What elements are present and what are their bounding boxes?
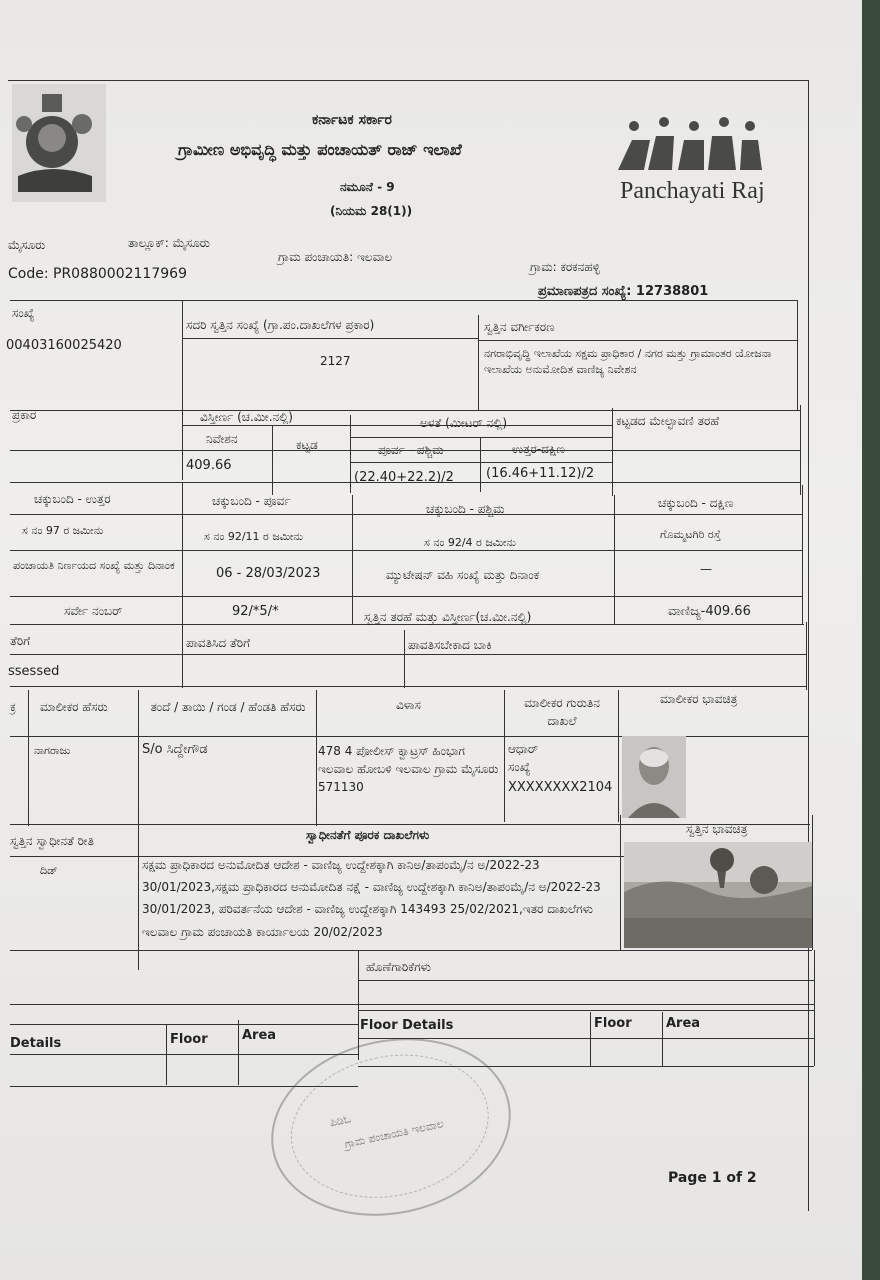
roof-type-label: ಕಟ್ಟಡದ ಮೇಲ್ಛಾವಣಿ ತರಹೆ [616, 414, 720, 428]
south-boundary-value: ಗೊಮ್ಮಟಗಿರಿ ರಸ್ತೆ [660, 528, 721, 541]
property-number-value: 00403160025420 [6, 338, 122, 353]
department-title: ಗ್ರಾಮೀಣ ಅಭಿವೃದ್ಧಿ ಮತ್ತು ಪಂಚಾಯತ್ ರಾಜ್ ಇಲಾಖೆ [178, 140, 462, 159]
owner-relation: S/o ಸಿದ್ದೇಗೌಡ [142, 742, 208, 757]
survey-number-label: ಸರ್ವೇ ನಂಬರ್ [64, 604, 123, 618]
owner-address: 478 4 ಪೋಲೀಸ್ ಕ್ವಾಟ್ರಸ್ ಹಿಂಭಾಗ ಇಲವಾಲ ಹೋಬಳಿ ಇಲವಾಲ ಗ್ರಾಮ ಮೈಸೂರು 571130 [318, 744, 499, 794]
form-rule: (ನಿಯಮ 28(1)) [330, 204, 413, 218]
panchayati-raj-logo-icon [612, 112, 764, 174]
floor-left-label: Floor [170, 1032, 208, 1047]
property-photo-label: ಸ್ವತ್ತಿನ ಭಾವಚಿತ್ರ [686, 822, 748, 836]
tax-label: ತೆರಿಗೆ [10, 634, 31, 648]
owner-photo [622, 736, 686, 818]
govt-title: ಕರ್ನಾಟಕ ಸರ್ಕಾರ [312, 112, 392, 128]
owner-id-label: ಮಾಲೀಕರ ಗುರುತಿನ ದಾಖಲೆ [524, 696, 600, 728]
north-south-value: (16.46+11.12)/2 [486, 466, 595, 481]
survey-number-value: 92/*5/* [232, 604, 279, 619]
logo-caption: Panchayati Raj [620, 178, 765, 204]
type-label: ಪ್ರಕಾರ [12, 408, 37, 422]
tax-due-label: ಪಾವತಿಸಬೇಕಾದ ಬಾಕಿ [408, 638, 492, 652]
tax-paid-label: ಪಾವತಿಸಿದ ತೆರಿಗೆ [186, 636, 251, 650]
supporting-docs-value: ಸಕ್ಷಮ ಪ್ರಾಧಿಕಾರದ ಅನುಮೋದಿತ ಆದೇಶ - ವಾಣಿಜ್ಯ ಉದ್ದೇಶಕ್ಕಾಗಿ ಕಾನಿಅ/ತಾಪಂಮೈ/ನ ಅ/2022-23 30/01/2023,ಸಕ್ಷಮ ಪ್ರಾಧಿಕಾರದ ಅನುಮೋದಿತ ನಕ್ಷೆ - ವಾಣಿಜ್ಯ ಉದ್ದೇಶಕ್ಕಾಗಿ ಕಾನಿಅ/ತಾಪಂಮೈ/ನ ಅ/2022-23 30/01/2023, ಪರಿವರ್ತನೆಯ ಆದೇಶ - ವಾಣಿಜ್ಯ ಉದ್ದೇಶಕ್ಕಾಗಿ 143493 25/02/2021,ಇತರ ದಾಖಲೆಗಳು ಇಲವಾಲ ಗ್ರಾಮ ಪಂಚಾಯತಿ ಕಾರ್ಯಾಲಯ 20/02/2023 [142, 858, 601, 939]
west-boundary-value: ಸ ನಂ 92/4 ರ ಜಮೀನು [424, 536, 517, 549]
east-west-value: (22.40+22.2)/2 [354, 470, 454, 485]
south-boundary-label: ಚಕ್ಕುಬಂದಿ - ದಕ್ಷಿಣ [658, 496, 734, 510]
form-number: ನಮೂನೆ - 9 [340, 180, 395, 194]
resolution-value: 06 - 28/03/2023 [216, 566, 321, 581]
classification-value: ನಗರಾಭಿವೃದ್ಧಿ ಇಲಾಖೆಯ ಸಕ್ಷಮ ಪ್ರಾಧಿಕಾರ / ನಗರ ಮತ್ತು ಗ್ರಾಮಾಂತರ ಯೋಜನಾ ಇಲಾಖೆಯ ಅನುಮೋದಿತ ವಾಣಿಜ್ಯ ನಿವೇಶನ [484, 347, 772, 376]
village-label: ಗ್ರಾಮ: ಕರಕನಹಳ್ಳಿ [530, 260, 600, 274]
karnataka-emblem-icon [12, 84, 106, 202]
resolution-label: ಪಂಚಾಯತಿ ನಿರ್ಣಯದ ಸಂಖ್ಯೆ ಮತ್ತು ದಿನಾಂಕ [13, 559, 175, 572]
address-label: ವಿಳಾಸ [396, 698, 421, 712]
gram-panchayat-label: ಗ್ರಾಮ ಪಂಚಾಯತಿ: ಇಲವಾಲ [278, 250, 393, 264]
dimension-label: ಅಳತೆ (ಮೀಟರ್ ನಲ್ಲಿ) [420, 416, 508, 430]
floor-right-label: Floor [594, 1016, 632, 1031]
relation-label: ತಂದೆ / ತಾಯಿ / ಗಂಡ / ಹೆಂಡತಿ ಹೆಸರು [150, 700, 306, 714]
owner-id-value: XXXXXXXX2104 [508, 780, 613, 795]
site-label: ನಿವೇಶನ [206, 432, 238, 446]
floor-details-left-label: Details [10, 1036, 62, 1051]
east-west-label: ಪೂರ್ವ - ಪಶ್ಚಿಮ [378, 443, 444, 457]
owner-name-label: ಮಾಲೀಕರ ಹೆಸರು [40, 700, 108, 714]
area-left-label: Area [242, 1028, 277, 1043]
property-code: Code: PR0880002117969 [8, 266, 187, 282]
area-right-label: Area [666, 1016, 701, 1031]
owner-id-document: ಆಧಾರ್ ಸಂಖ್ಯೆ [508, 742, 539, 774]
west-boundary-label: ಚಕ್ಕುಬಂದಿ - ಪಶ್ಚಿಮ [426, 502, 505, 516]
district-label: ಮೈಸೂರು [8, 238, 46, 252]
property-type-label: ಸ್ವತ್ತಿನ ತರಹೆ ಮತ್ತು ವಿಸ್ತೀರ್ಣ(ಚ.ಮೀ.ನಲ್ಲಿ) [364, 610, 532, 624]
asset-number-label: ಸದರಿ ಸ್ವತ್ತಿನ ಸಂಖ್ಯೆ (ಗ್ರಾ.ಪಂ.ದಾಖಲೆಗಳ ಪ್ರಕಾರ) [186, 318, 375, 332]
official-stamp: ಪಿಡಿಓ ಗ್ರಾಮ ಪಂಚಾಯತಿ ಇಲವಾಲ [255, 1017, 528, 1238]
certificate-number: ಪ್ರಮಾಣಪತ್ರದ ಸಂಖ್ಯೆ: 12738801 [538, 284, 709, 299]
taluk-label: ತಾಲ್ಲೂಕ್: ಮೈಸೂರು [128, 236, 210, 250]
north-south-label: ಉತ್ತರ-ದಕ್ಷಿಣ [512, 442, 565, 456]
tax-status: ssessed [8, 664, 60, 679]
owner-serial-label: ಕ್ರ [10, 700, 16, 714]
acquisition-mode-label: ಸ್ವತ್ತಿನ ಸ್ವಾಧೀನತೆ ರೀತಿ [10, 834, 94, 848]
north-boundary-value: ಸ ನಂ 97 ರ ಜಮೀನು [22, 524, 104, 537]
site-area-value: 409.66 [186, 458, 232, 473]
mutation-value: — [700, 562, 712, 576]
property-number-label: ಸಂಖ್ಯೆ [12, 306, 35, 320]
owner-photo-label: ಮಾಲೀಕರ ಭಾವಚಿತ್ರ [660, 692, 738, 706]
east-boundary-value: ಸ ನಂ 92/11 ರ ಜಮೀನು [204, 530, 304, 543]
east-boundary-label: ಚಕ್ಕುಬಂದಿ - ಪೂರ್ವ [212, 494, 291, 508]
acquisition-mode-value: ದಿಡ್ [40, 864, 58, 877]
asset-number-value: 2127 [320, 354, 351, 368]
owner-name: ನಾಗರಾಜು [34, 744, 71, 757]
north-boundary-label: ಚಕ್ಕುಬಂದಿ - ಉತ್ತರ [34, 492, 111, 506]
extent-label: ವಿಸ್ತೀರ್ಣ (ಚ.ಮೀ.ನಲ್ಲಿ) [200, 410, 293, 424]
classification-label: ಸ್ವತ್ತಿನ ವರ್ಗೀಕರಣ [484, 320, 555, 334]
floor-details-right-label: Floor Details [360, 1018, 454, 1033]
building-label: ಕಟ್ಟಡ [296, 438, 318, 452]
liabilities-label: ಹೊಣೆಗಾರಿಕೆಗಳು [366, 960, 431, 974]
mutation-label: ಮ್ಯುಟೇಷನ್ ವಹಿ ಸಂಖ್ಯೆ ಮತ್ತು ದಿನಾಂಕ [386, 568, 540, 582]
property-photo [624, 842, 812, 948]
page-number: Page 1 of 2 [668, 1170, 757, 1186]
property-type-value: ವಾಣಿಜ್ಯ-409.66 [668, 604, 751, 619]
supporting-docs-label: ಸ್ವಾಧೀನತೆಗೆ ಪೂರಕ ದಾಖಲೆಗಳು [306, 828, 430, 842]
